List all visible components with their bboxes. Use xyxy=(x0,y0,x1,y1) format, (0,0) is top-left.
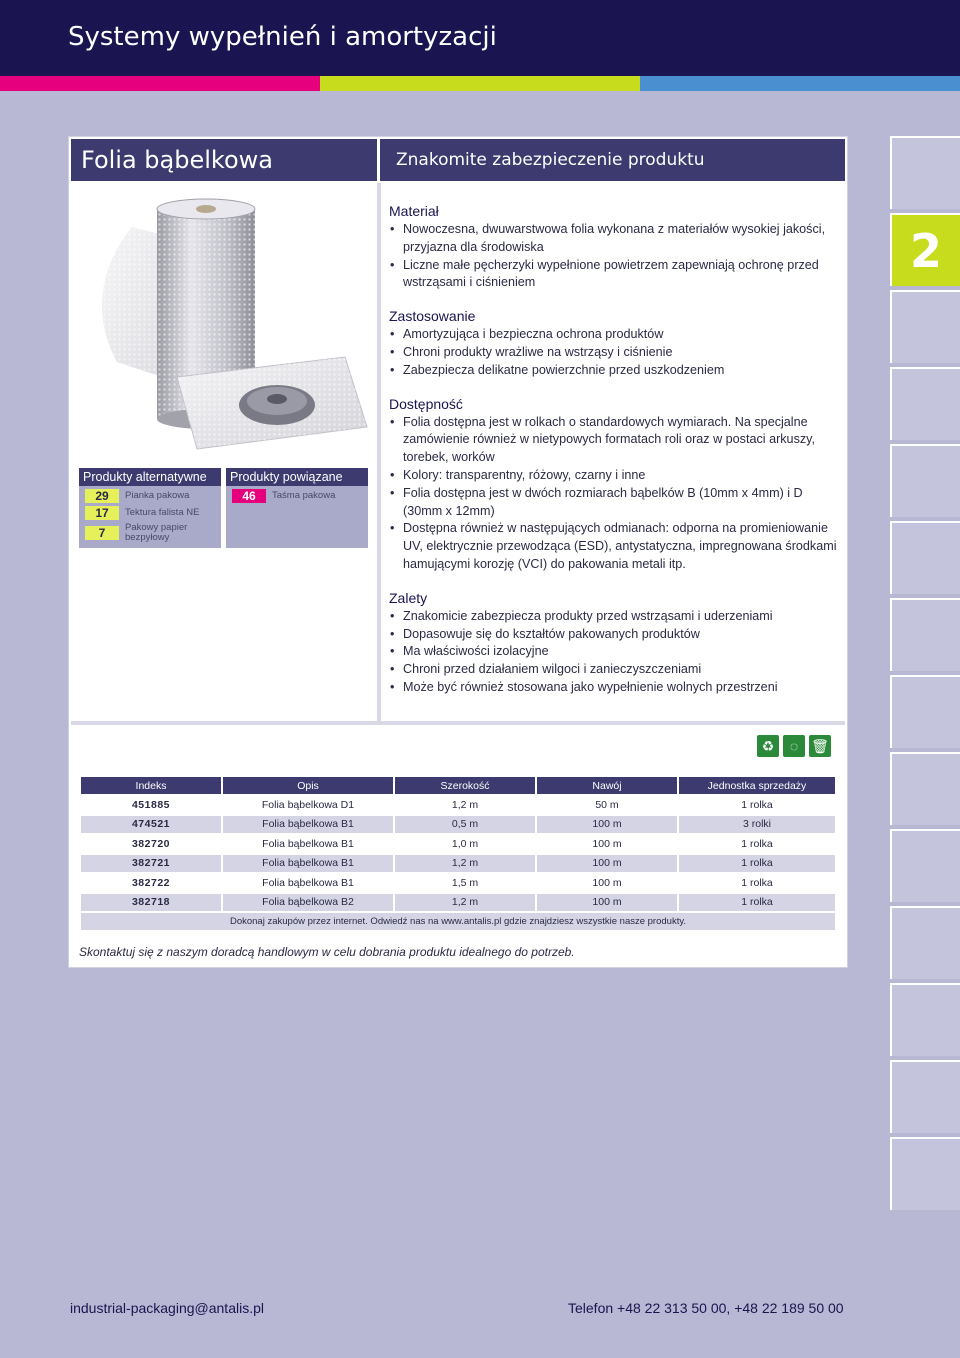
chapter-tabs xyxy=(890,136,960,1214)
availability-title: Dostępność xyxy=(389,395,463,412)
cell-description: Folia bąbelkowa B2 xyxy=(223,894,393,912)
page-badge: 7 xyxy=(85,526,119,540)
cell-description: Folia bąbelkowa D1 xyxy=(223,796,393,814)
cell-unit: 1 rolka xyxy=(679,874,835,892)
color-stripe-lime xyxy=(320,76,640,91)
advantage-item: • Może być również stosowana jako wypełnienie wolnych przestrzeni xyxy=(389,679,839,697)
cell-index: 382720 xyxy=(81,835,221,853)
alternative-products-title: Produkty alternatywne xyxy=(79,468,221,486)
cell-description: Folia bąbelkowa B1 xyxy=(223,816,393,834)
page-badge: 29 xyxy=(85,489,119,503)
page-badge: 17 xyxy=(85,506,119,520)
cell-width: 1,2 m xyxy=(395,894,535,912)
chapter-tab[interactable] xyxy=(890,136,960,209)
column-header-unit: Jednostka sprzedaży xyxy=(679,777,835,794)
availability-section xyxy=(389,396,839,574)
cell-index: 474521 xyxy=(81,816,221,834)
advantage-item: • Dopasowuje się do kształtów pakowanych produktów xyxy=(389,626,839,644)
table-row[interactable] xyxy=(81,855,835,873)
advantages-section xyxy=(389,590,839,697)
alternative-product-item[interactable] xyxy=(79,506,221,520)
table-header-row xyxy=(81,777,835,794)
chapter-tab[interactable] xyxy=(890,367,960,440)
cell-description: Folia bąbelkowa B1 xyxy=(223,874,393,892)
bin-icon: 🗑 xyxy=(809,735,831,757)
chapter-tab[interactable] xyxy=(890,521,960,594)
cell-unit: 1 rolka xyxy=(679,835,835,853)
usage-section xyxy=(389,308,839,379)
material-item: • Liczne małe pęcherzyki wypełnione powietrzem zapewniają ochronę przed wstrząsami i ciśnieniem xyxy=(389,257,839,293)
cell-width: 1,2 m xyxy=(395,796,535,814)
chapter-tab[interactable] xyxy=(890,675,960,748)
page-badge: 46 xyxy=(232,489,266,503)
alternative-products-box xyxy=(79,468,221,548)
chapter-tab[interactable] xyxy=(890,598,960,671)
section-separator xyxy=(71,721,845,725)
cell-unit: 1 rolka xyxy=(679,894,835,912)
alternative-product-item[interactable] xyxy=(79,523,221,543)
cell-length: 100 m xyxy=(537,894,677,912)
alternative-product-label: Tektura falista NE xyxy=(125,507,200,518)
related-products-box xyxy=(226,468,368,548)
column-header-length: Nawój xyxy=(537,777,677,794)
related-products-title: Produkty powiązane xyxy=(226,468,368,486)
product-subtitle: Znakomite zabezpieczenie produktu xyxy=(396,150,705,170)
cell-description: Folia bąbelkowa B1 xyxy=(223,835,393,853)
contact-advisor-note: Skontaktuj się z naszym doradcą handlowym w celu dobrania produktu idealnego do potrzeb. xyxy=(79,945,575,959)
availability-item: • Folia dostępna jest w rolkach o standardowych wymiarach. Na specjalne zamówienie również w nietypowych formatach roli oraz w postaci arkuszy, torebek, worków xyxy=(389,414,839,467)
table-note-row xyxy=(81,913,835,930)
availability-item: • Folia dostępna jest w dwóch rozmiarach bąbelków B (10mm x 4mm) i D (30mm x 12mm) xyxy=(389,485,839,521)
cell-width: 1,0 m xyxy=(395,835,535,853)
cell-description: Folia bąbelkowa B1 xyxy=(223,855,393,873)
advantage-item: • Chroni przed działaniem wilgoci i zanieczyszczeniami xyxy=(389,661,839,679)
table-row[interactable] xyxy=(81,816,835,834)
material-section xyxy=(389,203,839,292)
page-header xyxy=(0,0,960,76)
cell-index: 382721 xyxy=(81,855,221,873)
cell-width: 1,2 m xyxy=(395,855,535,873)
related-product-item[interactable] xyxy=(226,489,368,503)
description-column xyxy=(389,203,839,713)
chapter-tab[interactable] xyxy=(890,906,960,979)
availability-list xyxy=(389,414,839,574)
table-row[interactable] xyxy=(81,894,835,912)
cell-index: 382718 xyxy=(81,894,221,912)
alternative-product-label: Pakowy papier bezpyłowy xyxy=(125,522,188,543)
usage-list xyxy=(389,326,839,379)
advantages-title: Zalety xyxy=(389,589,428,606)
material-item: • Nowoczesna, dwuwarstwowa folia wykonana z materiałów wysokiej jakości, przyjazna dla środowiska xyxy=(389,221,839,257)
cell-length: 100 m xyxy=(537,835,677,853)
usage-item: • Zabezpiecza delikatne powierzchnie przed uszkodzeniem xyxy=(389,362,839,380)
chapter-tab[interactable] xyxy=(890,752,960,825)
online-shop-note[interactable]: Dokonaj zakupów przez internet. Odwiedź nas na www.antalis.pl gdzie znajdziesz wszystkie nasze produkty. xyxy=(81,913,835,930)
material-title: Materiał xyxy=(389,203,439,219)
cell-unit: 1 rolka xyxy=(679,855,835,873)
cell-length: 100 m xyxy=(537,816,677,834)
advantage-item: • Ma właściwości izolacyjne xyxy=(389,643,839,661)
chapter-tab[interactable] xyxy=(890,1137,960,1210)
table-row[interactable] xyxy=(81,874,835,892)
cell-index: 382722 xyxy=(81,874,221,892)
cell-length: 100 m xyxy=(537,855,677,873)
product-name: Folia bąbelkowa xyxy=(81,146,273,174)
availability-item: • Kolory: transparentny, różowy, czarny i inne xyxy=(389,467,839,485)
chapter-tab[interactable] xyxy=(890,290,960,363)
page-title: Systemy wypełnień i amortyzacji xyxy=(68,22,497,52)
cell-width: 1,5 m xyxy=(395,874,535,892)
cell-length: 100 m xyxy=(537,874,677,892)
table-row[interactable] xyxy=(81,835,835,853)
chapter-tab[interactable] xyxy=(890,1060,960,1133)
color-stripe-magenta xyxy=(0,76,320,91)
cell-unit: 1 rolka xyxy=(679,796,835,814)
column-header-description: Opis xyxy=(223,777,393,794)
column-header-index: Indeks xyxy=(81,777,221,794)
usage-title: Zastosowanie xyxy=(389,308,476,325)
usage-item: • Chroni produkty wrażliwe na wstrząsy i ciśnienie xyxy=(389,344,839,362)
material-list xyxy=(389,221,839,292)
column-separator xyxy=(377,183,381,721)
availability-item: • Dostępna również w następujących odmianach: odporna na promieniowanie UV, elektrycznie przewodząca (ESD), antystatyczna, impregnowana środkami hamującymi korozję (VCI) do pakowania metali itp. xyxy=(389,520,839,573)
table-row[interactable] xyxy=(81,796,835,814)
card-title-bar xyxy=(71,139,845,181)
eco-icons xyxy=(757,735,831,757)
advantages-list xyxy=(389,608,839,697)
color-stripe-blue xyxy=(640,76,960,91)
left-column xyxy=(71,183,377,721)
cell-length: 50 m xyxy=(537,796,677,814)
recyclable-icon: ◌ xyxy=(783,735,805,757)
usage-item: • Amortyzująca i bezpieczna ochrona produktów xyxy=(389,326,839,344)
chapter-tab[interactable] xyxy=(890,444,960,517)
cell-unit: 3 rolki xyxy=(679,816,835,834)
cell-width: 0,5 m xyxy=(395,816,535,834)
alternative-product-label: Pianka pakowa xyxy=(125,490,190,501)
related-product-label: Taśma pakowa xyxy=(272,490,336,501)
footer-phone: Telefon +48 22 313 50 00, +48 22 189 50 00 xyxy=(568,1300,844,1316)
chapter-tab[interactable] xyxy=(890,983,960,1056)
advantage-item: • Znakomicie zabezpiecza produkty przed wstrząsami i uderzeniami xyxy=(389,608,839,626)
product-image xyxy=(77,187,373,457)
alternative-product-item[interactable] xyxy=(79,489,221,503)
recycle-icon: ♻ xyxy=(757,735,779,757)
product-table xyxy=(79,775,837,932)
chapter-tab-active[interactable]: 2 xyxy=(890,213,960,286)
column-header-width: Szerokość xyxy=(395,777,535,794)
product-card xyxy=(68,136,848,968)
footer-email[interactable]: industrial-packaging@antalis.pl xyxy=(70,1300,264,1316)
cell-index: 451885 xyxy=(81,796,221,814)
chapter-tab[interactable] xyxy=(890,829,960,902)
